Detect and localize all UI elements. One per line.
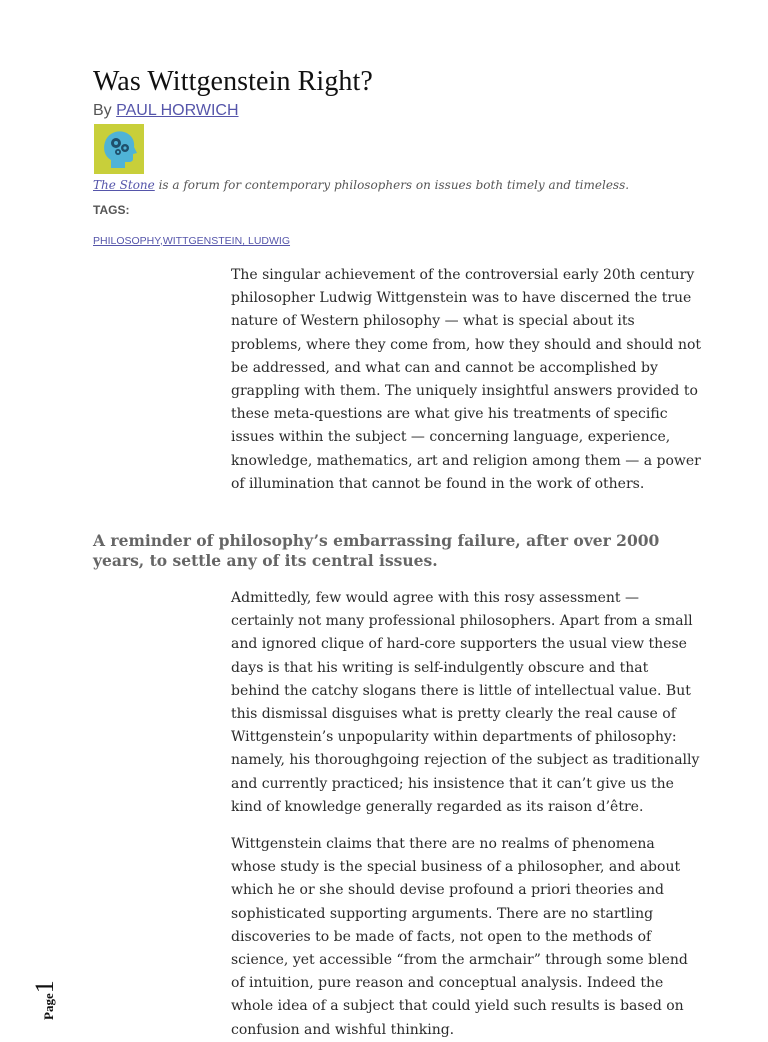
body-paragraph-3: Wittgenstein claims that there are no realms of phenomena whose study is the special business of a philosopher, and about which he or she should devise profound a priori theories and sophisticated supporting arguments. There are no startling discoveries to be made of facts, not open to the methods of science, yet accessible “from the armchair” through some blend of intuition, pure reason and conceptual analysis. Indeed the whole idea of a subject that could yield such results is based on confusion and wishful thinking. <box>231 836 688 1038</box>
forum-text: is a forum for contemporary philosophers on issues both timely and timeless. <box>154 178 630 192</box>
tags-list <box>93 235 290 247</box>
tags-label: TAGS: <box>93 203 130 217</box>
tag-link-philosophy[interactable]: PHILOSOPHY <box>93 235 160 247</box>
page-word: Page <box>41 993 56 1020</box>
the-stone-link[interactable]: The Stone <box>93 178 155 192</box>
tag-link-wittgenstein[interactable]: WITTGENSTEIN, LUDWIG <box>162 235 291 247</box>
page-number: 1 <box>30 980 59 994</box>
tag-separator: , <box>159 235 163 247</box>
page-footer <box>30 965 70 1020</box>
article-title: Was Wittgenstein Right? <box>93 66 373 97</box>
body-paragraph-1: The singular achievement of the controversial early 20th century philosopher Ludwig Wittgenstein was to have discerned the true nature of Western philosophy — what is special about its problems, where they come from, how they should and should not be addressed, and what can and cannot be accomplished by grappling with them. The uniquely insightful answers provided to these meta-questions are what give his treatments of specific issues within the subject — concerning language, experience, knowledge, mathematics, art and religion among them — a power of illumination that cannot be found in the work of others. <box>231 267 702 492</box>
body-paragraph-2: Admittedly, few would agree with this rosy assessment — certainly not many professional philosophers. Apart from a small and ignored clique of hard-core supporters the usual view these days is that his writing is self-indulgently obscure and that behind the catchy slogans there is little of intellectual value. But this dismissal disguises what is pretty clearly the real cause of Wittgenstein’s unpopularity within departments of philosophy: namely, his thoroughgoing rejection of the subject as traditionally and currently practiced; his insistence that it can’t give us the kind of knowledge generally regarded as its raison d’être. <box>231 590 700 815</box>
byline-prefix: By <box>93 102 112 119</box>
head-gears-icon <box>94 124 144 174</box>
byline <box>93 102 239 120</box>
author-link[interactable]: PAUL HORWICH <box>116 102 239 119</box>
forum-description <box>93 178 629 192</box>
pull-quote: A reminder of philosophy’s embarrassing failure, after over 2000 years, to settle any of its central issues. <box>93 531 660 570</box>
